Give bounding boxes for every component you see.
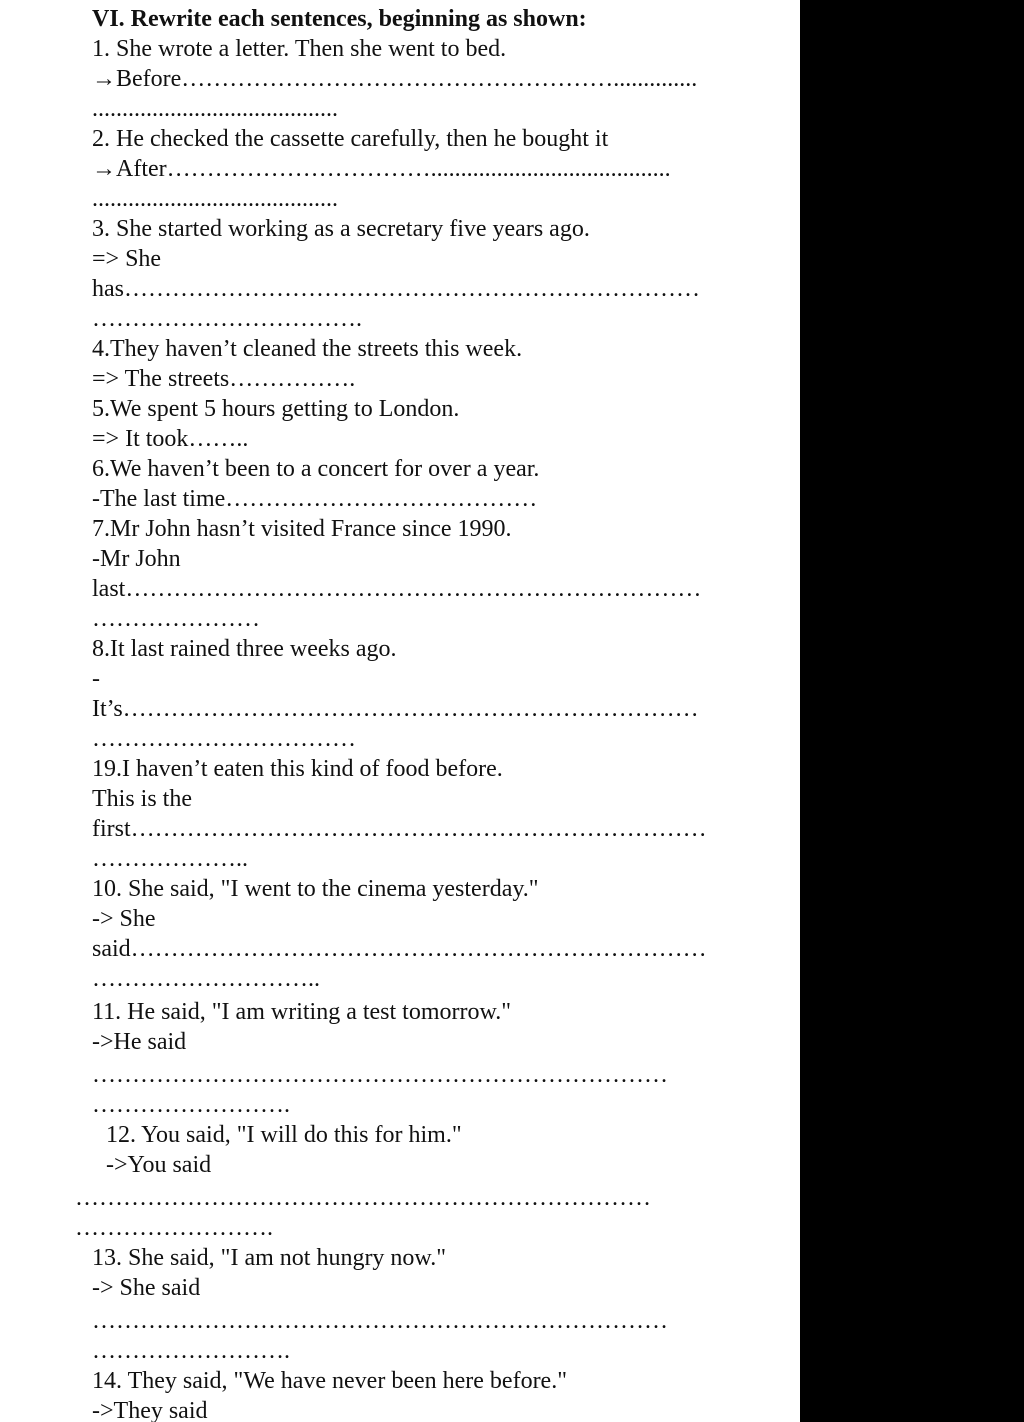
answer-line-continued: ……………….. bbox=[92, 846, 248, 872]
answer-line: -The last time………………………………… bbox=[92, 486, 538, 512]
answer-line: => The streets……………. bbox=[92, 366, 356, 392]
answer-line: It’s……………………………………………………………… bbox=[92, 696, 699, 722]
question-6: 6.We haven’t been to a concert for over a year. bbox=[92, 456, 540, 482]
answer-prompt: -> She said bbox=[92, 1275, 201, 1301]
answer-prompt: => She bbox=[92, 246, 162, 272]
question-4: 4.They haven’t cleaned the streets this week. bbox=[92, 336, 523, 362]
answer-line-continued: ……………………………. bbox=[92, 306, 362, 332]
answer-line: first……………………………………………………………… bbox=[92, 816, 707, 842]
answer-line-continued: ......................................... bbox=[92, 96, 338, 122]
question-19: 19.I haven’t eaten this kind of food before. bbox=[92, 756, 503, 782]
answer-line: said……………………………………………………………… bbox=[92, 936, 707, 962]
question-10: 10. She said, "I went to the cinema yesterday." bbox=[92, 876, 539, 902]
question-13: 13. She said, "I am not hungry now." bbox=[92, 1245, 446, 1271]
answer-prompt: ->He said bbox=[92, 1029, 187, 1055]
answer-line-continued: …………………………… bbox=[92, 726, 356, 752]
question-5: 5.We spent 5 hours getting to London. bbox=[92, 396, 460, 422]
answer-line: ……………………………………………………………… bbox=[92, 1308, 668, 1334]
question-14: 14. They said, "We have never been here before." bbox=[92, 1368, 568, 1394]
answer-line-continued: ……………………. bbox=[75, 1215, 273, 1241]
answer-line: last……………………………………………………………… bbox=[92, 576, 702, 602]
answer-prompt: -> She bbox=[92, 906, 156, 932]
answer-prompt: This is the bbox=[92, 786, 192, 812]
answer-line-continued: ………………… bbox=[92, 606, 260, 632]
answer-prompt: - bbox=[92, 666, 100, 692]
answer-line-continued: ……………………….. bbox=[92, 966, 320, 992]
answer-line: →After……………………………........................................ bbox=[92, 156, 671, 182]
question-8: 8.It last rained three weeks ago. bbox=[92, 636, 397, 662]
answer-prompt: ->They said bbox=[92, 1398, 208, 1422]
answer-line: ……………………………………………………………… bbox=[75, 1185, 651, 1211]
answer-line: has……………………………………………………………… bbox=[92, 276, 700, 302]
question-12: 12. You said, "I will do this for him." bbox=[106, 1122, 462, 1148]
answer-line: →Before……………………………………………….............. bbox=[92, 66, 698, 92]
answer-line: => It took…….. bbox=[92, 426, 249, 452]
question-3: 3. She started working as a secretary five years ago. bbox=[92, 216, 590, 242]
answer-line: ……………………………………………………………… bbox=[92, 1062, 668, 1088]
answer-line-continued: ……………………. bbox=[92, 1092, 290, 1118]
question-11: 11. He said, "I am writing a test tomorrow." bbox=[92, 999, 512, 1025]
section-title: VI. Rewrite each sentences, beginning as shown: bbox=[92, 6, 587, 32]
question-7: 7.Mr John hasn’t visited France since 1990. bbox=[92, 516, 512, 542]
question-2: 2. He checked the cassette carefully, then he bought it bbox=[92, 126, 609, 152]
answer-prompt: ->You said bbox=[106, 1152, 212, 1178]
answer-line-continued: ……………………. bbox=[92, 1338, 290, 1364]
answer-line-continued: ......................................... bbox=[92, 186, 338, 212]
answer-prompt: -Mr John bbox=[92, 546, 181, 572]
question-1: 1. She wrote a letter. Then she went to bed. bbox=[92, 36, 507, 62]
